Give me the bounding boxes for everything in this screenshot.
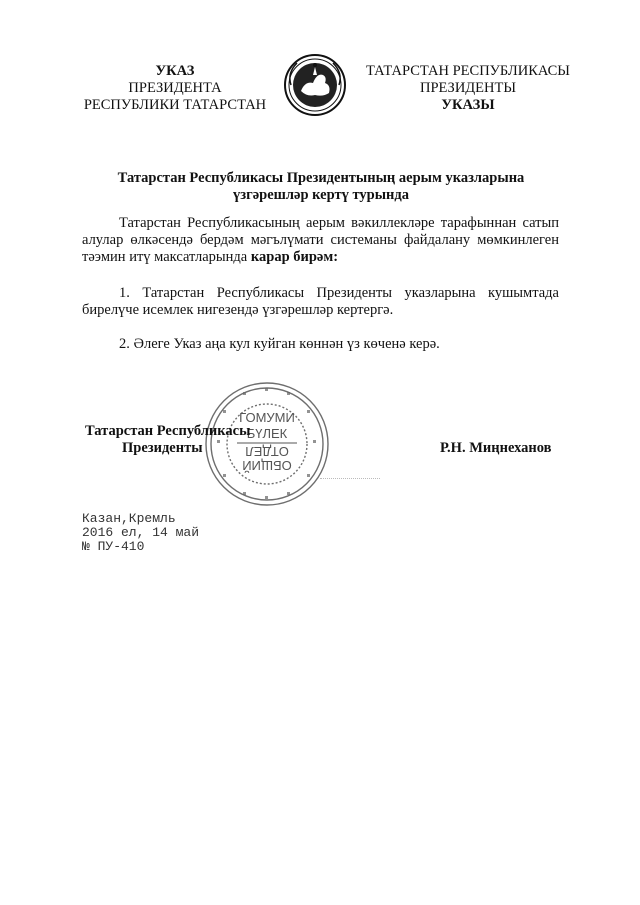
- header-left-line3: РЕСПУБЛИКИ ТАТАРСТАН: [83, 97, 267, 113]
- footer-place: Казан,Кремль: [82, 511, 176, 526]
- document-title: [82, 170, 560, 204]
- preamble-decision: карар бирәм:: [250, 249, 339, 265]
- signatory-title-line1: Татарстан Республикасы: [85, 423, 251, 439]
- signatory-title-line2: Президенты: [122, 440, 203, 456]
- header-left-line1: УКАЗ: [155, 63, 195, 79]
- paragraph-item-1: 1. Татарстан Республикасы Президенты указларына кушымтада бирелүче исемлек нигезендә үзгәрешләр кертергә.: [82, 285, 559, 318]
- stamp-line4: ОБЩИЙ: [242, 458, 292, 473]
- stamp-line2: БҮЛЕК: [246, 426, 288, 441]
- decorative-dots: [320, 478, 380, 482]
- paragraph-item-2: 2. Әлеге Указ аңа кул куйган көннән үз көченә керә.: [119, 336, 440, 352]
- header-right-line3: УКАЗЫ: [441, 97, 495, 113]
- tatarstan-emblem-icon: [283, 53, 347, 117]
- header-left-block: [60, 63, 290, 114]
- signatory-name: Р.Н. Миңнеханов: [440, 440, 552, 456]
- title-line2: үзгәрешләр кертү турында: [233, 187, 409, 203]
- seal-stamp: [203, 380, 331, 508]
- stamp-line1: ГОМУМИ: [239, 410, 295, 425]
- header-left-line2: ПРЕЗИДЕНТА: [128, 80, 222, 96]
- header-right-block: [352, 63, 584, 114]
- footer-number: № ПУ-410: [82, 539, 145, 554]
- stamp-line3: ОТДЕЛ: [245, 444, 289, 459]
- preamble-text: Татарстан Республикасының аерым вәкиллекләре тарафыннан сатып алулар өлкәсендә бердәм мәгълүмати системаны файдалану мөмкинлеген тәэмин итү максатларында: [82, 215, 559, 265]
- paragraph-preamble: [82, 215, 559, 266]
- header-right-line1: ТАТАРСТАН РЕСПУБЛИКАСЫ: [366, 63, 570, 79]
- footer-date: 2016 ел, 14 май: [82, 525, 200, 540]
- title-line1: Татарстан Республикасы Президентының аерым указларына: [117, 170, 525, 186]
- header-right-line2: ПРЕЗИДЕНТЫ: [419, 80, 517, 96]
